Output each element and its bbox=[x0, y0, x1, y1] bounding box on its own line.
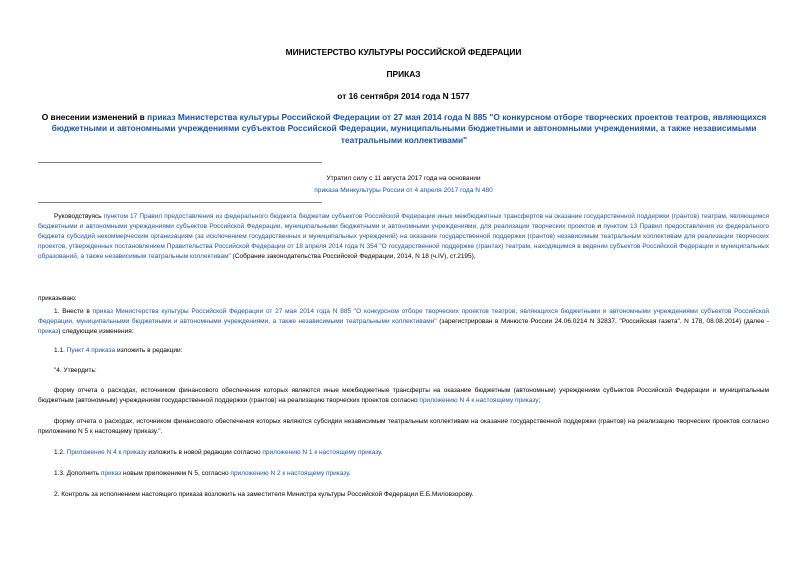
ministry-title: МИНИСТЕРСТВО КУЛЬТУРЫ РОССИЙСКОЙ ФЕДЕРАЦИИ bbox=[285, 47, 522, 57]
item-1-text-1: 1. Внести в bbox=[54, 308, 93, 315]
item-1-3-paragraph bbox=[38, 469, 769, 479]
item-1-2-text-1: 1.2. bbox=[54, 449, 67, 456]
appendix-4-link[interactable]: приложению N 4 к настоящему приказу bbox=[419, 397, 539, 405]
form-1-text-1: форму отчета о расходах, источником финансового обеспечения которых являются иные межбюджетные трансферты на оказание бюджетным (автономным) учреждениям субъектов Российской Федерации и муниципальным бюджетным (автономным) учреждениям государственной поддержки (грантов) на реализацию творческих проектов согласно bbox=[38, 387, 769, 405]
item-1-3-text-1: 1.3. Дополнить bbox=[54, 470, 101, 477]
status-note-text: Утратил силу с 11 августа 2017 года на основании bbox=[326, 175, 481, 182]
rules-item-17-link[interactable]: пунктом 17 Правил предоставления из федерального бюджета бюджетам субъектов Российской Федерации иных межбюджетных трансфертов на оказание государственной поддержки (грантов) театрам, являющимся бюджетными и автономными учреждениями субъектов Российской Федерации, муниципальными бюджетными и автономными учреждениями, для реализации творческих проектов bbox=[38, 213, 769, 231]
divider-top bbox=[38, 162, 322, 163]
appendix-2-link[interactable]: приложению N 2 к настоящему приказу bbox=[230, 470, 349, 477]
doc-type-title: ПРИКАЗ bbox=[386, 69, 421, 79]
form-1-text-2: ; bbox=[538, 397, 541, 405]
preamble-text-1: Руководствуясь bbox=[54, 213, 104, 220]
item-1-text-3: ) следующие изменения: bbox=[58, 328, 134, 336]
item-1-1-paragraph bbox=[38, 346, 769, 356]
order-item-4-link[interactable]: Пункт 4 приказа bbox=[66, 347, 116, 354]
item-1-2-text-2: изложить в новой редакции согласно bbox=[146, 449, 263, 456]
item-1-1-text-2: изложить в редакции: bbox=[115, 347, 183, 354]
rules-item-13-link[interactable]: пунктом 13 Правил предоставления из федерального бюджета субсидий некоммерческим организациям (за исключением государственных и муниципальных учреждений) на оказание государственной поддержки (грантов) независимым театральным коллективам для реализации творческих проектов, утвержденных постановлением Правительства Российской Федерации от 18 апреля 2014 года N 354 "О государственной поддержке (грантах) театрам, находящимся в ведении субъектов Российской Федерации и муниципальных образований, а также независимым театральным коллективам" bbox=[38, 223, 769, 261]
form-2-paragraph: форму отчета о расходах, источником финансового обеспечения которых являются субсидии независимым театральным коллективам на оказание государственной поддержки (грантов) на реализацию творческих проектов согласно приложению N 5 к настоящему приказу.". bbox=[38, 418, 769, 436]
status-note bbox=[300, 173, 507, 197]
preamble-paragraph bbox=[38, 212, 769, 262]
repeal-order-link[interactable]: приказа Минкультуры России от 4 апреля 2017 года N 480 bbox=[314, 187, 493, 194]
item-1-2-text-3: . bbox=[380, 449, 383, 456]
preamble-text-3: (Собрание законодательства Российской Федерации, 2014, N 18 (ч.IV), ст.2195), bbox=[230, 253, 476, 261]
subject-prefix: О внесении изменений в bbox=[41, 112, 148, 122]
item-1-1-text-1: 1.1. bbox=[54, 347, 67, 354]
item-1-2-paragraph bbox=[38, 448, 769, 458]
quote-start: "4. Утвердить: bbox=[54, 367, 97, 374]
item-1-3-text-2: новым приложением N 5, согласно bbox=[121, 470, 231, 477]
order-appendix-4-link[interactable]: Приложение N 4 к приказу bbox=[66, 449, 147, 456]
order-short-link[interactable]: приказ bbox=[38, 328, 59, 336]
doc-date-number: от 16 сентября 2014 года N 1577 bbox=[337, 91, 470, 101]
divider-bottom bbox=[38, 202, 322, 203]
doc-subject bbox=[40, 112, 768, 146]
order-link-1-3[interactable]: приказ bbox=[100, 470, 122, 477]
item-2-paragraph: 2. Контроль за исполнением настоящего приказа возложить на заместителя Министра культуры Российской Федерации Е.Б.Миловзорову. bbox=[54, 491, 474, 498]
item-1-3-text-3: . bbox=[348, 470, 351, 477]
item-1-text-2: (зарегистрирован в Минюсте России 24.06.0214 N 32837, "Российская газета", N 178, 08.08.2014) (далее - bbox=[436, 318, 769, 326]
preamble-text-2: и bbox=[594, 223, 604, 231]
order-word: приказываю: bbox=[38, 295, 77, 302]
subject-amended-order-link[interactable]: приказ Министерства культуры Российской Федерации от 27 мая 2014 года N 885 "О конкурсном отборе творческих проектов театров, являющихся бюджетными и автономными учреждениями субъектов Российской Федерации, муниципальными бюджетными и автономными учреждениями, а также независимыми театральными коллективами" bbox=[51, 112, 767, 145]
order-885-link[interactable]: приказ Министерства культуры Российской Федерации от 27 мая 2014 года N 885 "О конкурсном отборе творческих проектов театров, являющихся бюджетными и автономными учреждениями субъектов Российской Федерации, муниципальными бюджетными и автономными учреждениями, а также независимыми театральными коллективами" bbox=[38, 308, 769, 326]
item-1-paragraph bbox=[38, 307, 769, 337]
appendix-1-link[interactable]: приложению N 1 к настоящему приказу bbox=[262, 449, 381, 456]
form-1-paragraph bbox=[38, 386, 769, 406]
